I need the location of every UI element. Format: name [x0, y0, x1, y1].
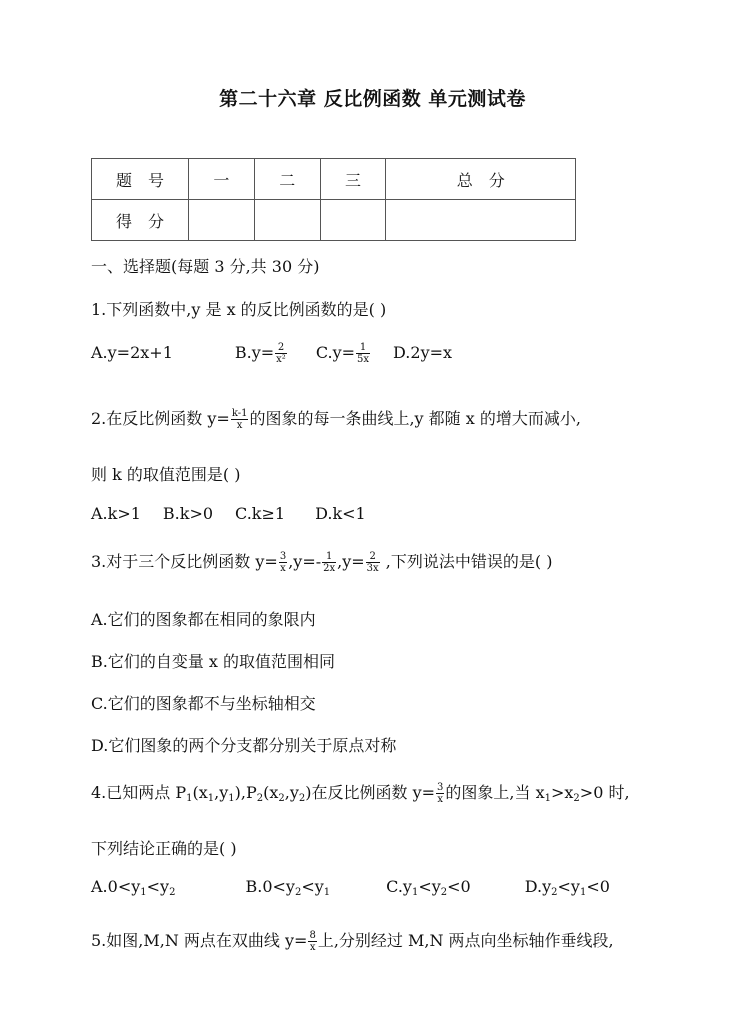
option-c: C.y= $\frac{1}{5x}$ — [315, 342, 370, 365]
header-cell: 总 分 — [386, 159, 576, 200]
question-1-options — [91, 342, 452, 365]
option-b: $B.0<y_2<y_1$ — [245, 877, 331, 898]
question-1-stem: 1.下列函数中,y 是 x 的反比例函数的是( ) — [91, 300, 387, 319]
question-3-option-d: D.它们图象的两个分支都分别关于原点对称 — [91, 736, 397, 755]
question-2-stem: 2.在反比例函数 y= $\frac{k-1}{x}$ 的图象的每一条曲线上,y 都随 x 的增大而减小, — [91, 408, 581, 431]
score-cell[interactable] — [189, 200, 255, 241]
question-5-stem: 5.如图,M,N 两点在双曲线 y= $\frac{8}{x}$ 上,分别经过 M,N 两点向坐标轴作垂线段, — [91, 930, 614, 953]
table-row — [92, 200, 576, 241]
question-3-option-c: C.它们的图象都不与坐标轴相交 — [91, 694, 316, 713]
document-title: 第二十六章 反比例函数 单元测试卷 — [219, 88, 526, 110]
score-table — [91, 158, 576, 241]
question-4-stem: 4.已知两点 $P_1(x_1,y_1),P_2(x_2,y_2)$在反比例函数 y= $\frac{3}{x}$ 的图象上,当 $x_1>x_2>0$ 时, — [91, 782, 630, 805]
question-3-option-a: A.它们的图象都在相同的象限内 — [91, 610, 316, 629]
table-row — [92, 159, 576, 200]
option-d: $D.y_2<y_1<0$ — [524, 877, 610, 898]
option-d: D.2y=x — [393, 343, 453, 362]
option-d: D.k<1 — [315, 504, 366, 523]
question-4-options — [91, 877, 610, 898]
option-a: A.k>1 — [91, 504, 141, 523]
option-a: $A.0<y_1<y_2$ — [91, 877, 176, 898]
option-a: A.y=2x+1 — [91, 343, 173, 362]
option-b: B.k>0 — [162, 504, 214, 523]
header-cell: 三 — [320, 159, 386, 200]
header-cell: 题 号 — [92, 159, 189, 200]
header-cell: 一 — [189, 159, 255, 200]
question-3-stem: 3.对于三个反比例函数 y= $\frac{3}{x}$ ,y=- $\frac{1}{2x}$ ,y= $\frac{2}{3x}$ ,下列说法中错误的是( ) — [91, 551, 553, 574]
row-label-cell: 得 分 — [92, 200, 189, 241]
score-cell[interactable] — [386, 200, 576, 241]
score-cell[interactable] — [320, 200, 386, 241]
option-c: C.k≥1 — [235, 504, 286, 523]
option-c: $C.y_1<y_2<0$ — [386, 877, 471, 898]
score-cell[interactable] — [254, 200, 320, 241]
question-2-stem-line2: 则 k 的取值范围是( ) — [91, 465, 241, 484]
question-2-options — [91, 504, 366, 523]
question-4-stem-line2: 下列结论正确的是( ) — [91, 839, 237, 858]
header-cell: 二 — [254, 159, 320, 200]
option-b: B.y= $\frac{2}{\text{x²}}$ — [234, 342, 286, 365]
section-heading: 一、选择题(每题 3 分,共 30 分) — [91, 257, 320, 276]
question-3-option-b: B.它们的自变量 x 的取值范围相同 — [91, 652, 336, 671]
